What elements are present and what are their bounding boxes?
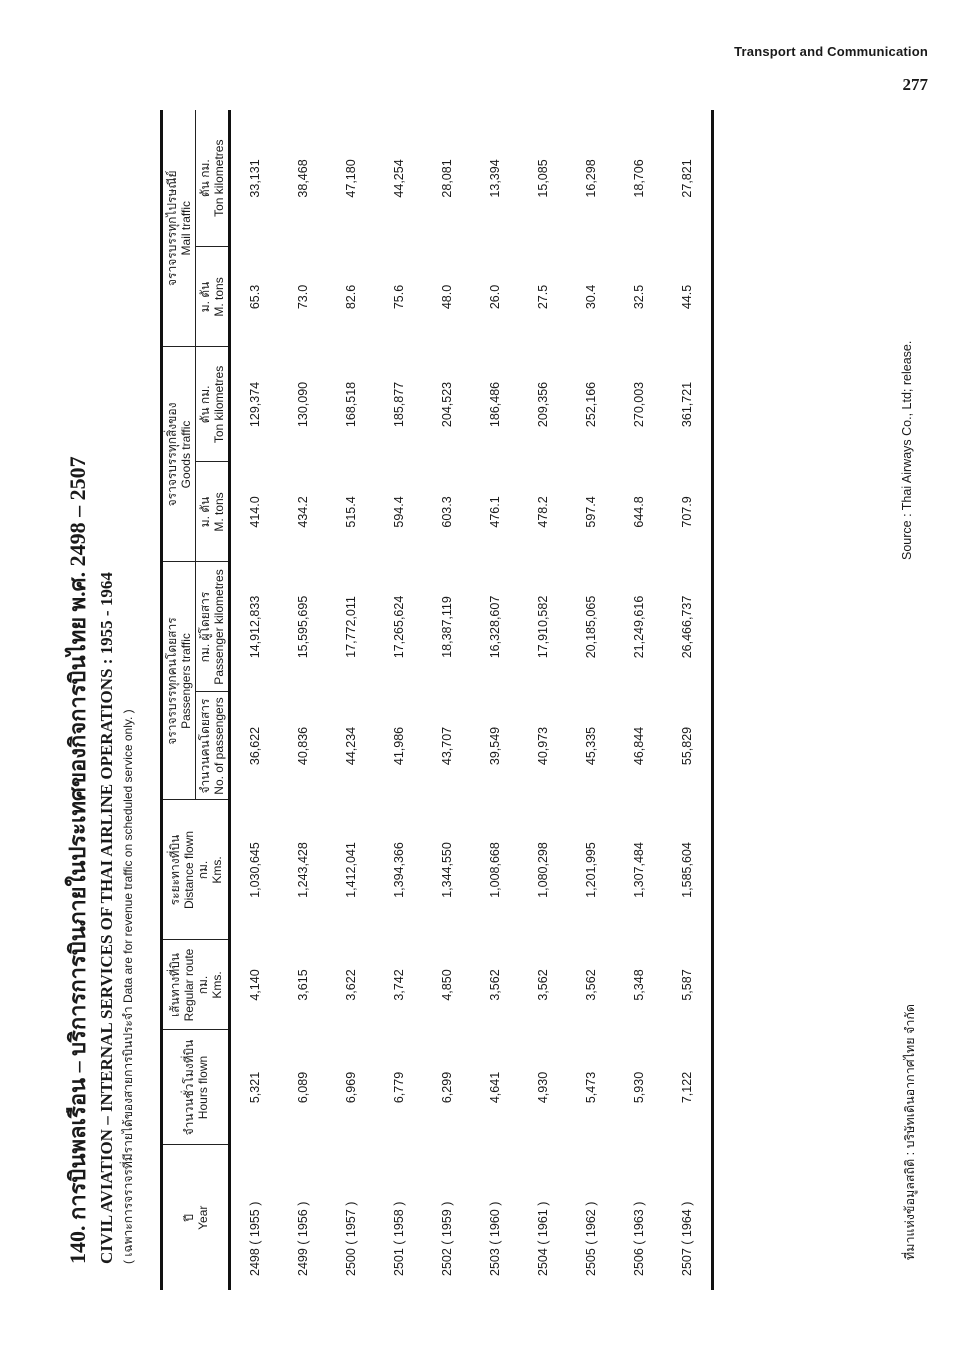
cell-goods-tons: 594.4 bbox=[392, 496, 406, 528]
cell-year: 2502 ( 1959 ) bbox=[440, 1201, 454, 1276]
cell-mail-tkm: 47,180 bbox=[344, 159, 358, 198]
table-body bbox=[230, 110, 713, 1290]
cell-mail-tons: 44.5 bbox=[663, 247, 713, 347]
cell-hours: 5,321 bbox=[248, 1071, 262, 1104]
cell-mail-tkm: 28,081 bbox=[440, 159, 454, 198]
section-title: Transport and Communication bbox=[734, 44, 928, 59]
cell-hours: 5,473 bbox=[584, 1071, 598, 1104]
col-distance-unit-thai: กม. bbox=[195, 860, 210, 880]
civil-aviation-table bbox=[160, 110, 714, 1290]
cell-route: 3,562 bbox=[584, 969, 598, 1001]
col-pax-no-thai: จำนวนคนโดยสาร bbox=[198, 698, 212, 794]
cell-year: 2506 ( 1963 ) bbox=[632, 1201, 646, 1276]
cell-pax-km: 17,265,624 bbox=[392, 595, 406, 659]
col-mail-tons-eng: M. tons bbox=[212, 277, 226, 317]
cell-mail-tons: 73.0 bbox=[296, 284, 310, 310]
cell-mail-tkm: 33,131 bbox=[248, 159, 262, 198]
col-passengers-eng: Passengers traffic bbox=[179, 633, 193, 729]
col-header-goods-tons bbox=[196, 462, 230, 562]
cell-goods-tkm: 168,518 bbox=[344, 381, 358, 428]
col-group-passengers bbox=[162, 562, 196, 800]
cell-year: 2504 ( 1961 ) bbox=[536, 1201, 550, 1276]
cell-goods-tkm: 209,356 bbox=[536, 381, 550, 428]
cell-distance: 1,243,428 bbox=[296, 842, 310, 898]
cell-pax-km: 16,328,607 bbox=[488, 595, 502, 659]
col-goods-tons-eng: M. tons bbox=[212, 492, 226, 532]
cell-mail-tkm: 27,821 bbox=[663, 110, 713, 247]
cell-mail-tons: 30.4 bbox=[584, 284, 598, 310]
col-pax-km-eng: Passenger kilometres bbox=[212, 569, 226, 685]
cell-hours: 6,779 bbox=[392, 1071, 406, 1104]
col-hours-eng: Hours flown bbox=[195, 1055, 210, 1120]
cell-mail-tkm: 38,468 bbox=[296, 159, 310, 198]
cell-hours: 4,930 bbox=[536, 1071, 550, 1104]
cell-mail-tkm: 16,298 bbox=[584, 159, 598, 198]
cell-pax-no: 39,549 bbox=[488, 726, 502, 766]
cell-distance: 1,030,645 bbox=[248, 842, 262, 898]
table-row bbox=[423, 110, 471, 1290]
cell-hours: 6,969 bbox=[344, 1071, 358, 1104]
cell-goods-tons: 434.2 bbox=[296, 496, 310, 528]
col-header-pax-no bbox=[196, 692, 230, 800]
col-header-year bbox=[162, 1145, 230, 1290]
cell-year: 2499 ( 1956 ) bbox=[296, 1201, 310, 1276]
cell-goods-tons: 478.2 bbox=[536, 496, 550, 528]
cell-pax-no: 46,844 bbox=[632, 726, 646, 766]
cell-route: 5,348 bbox=[632, 969, 646, 1001]
cell-mail-tons: 48.0 bbox=[440, 284, 454, 310]
cell-goods-tons: 707.9 bbox=[663, 462, 713, 562]
col-route-eng: Regular route bbox=[181, 948, 196, 1022]
table-title-english: CIVIL AVIATION – INTERNAL SERVICES OF THAI AIRLINE OPERATIONS : 1955 - 1964 bbox=[97, 572, 116, 1264]
cell-hours: 4,641 bbox=[488, 1071, 502, 1104]
col-header-hours bbox=[162, 1030, 230, 1145]
col-goods-tkm-eng: Ton kilometres bbox=[212, 365, 226, 444]
cell-goods-tkm: 129,374 bbox=[248, 381, 262, 428]
col-group-goods bbox=[162, 347, 196, 562]
cell-mail-tkm: 13,394 bbox=[488, 159, 502, 198]
cell-year: 2507 ( 1964 ) bbox=[663, 1145, 713, 1290]
col-mail-tons-thai: ม. ตัน bbox=[198, 281, 212, 313]
cell-hours: 6,299 bbox=[440, 1071, 454, 1104]
col-group-mail bbox=[162, 110, 196, 347]
cell-distance: 1,412,041 bbox=[344, 842, 358, 898]
cell-hours: 6,089 bbox=[296, 1071, 310, 1104]
cell-year: 2505 ( 1962 ) bbox=[584, 1201, 598, 1276]
table-row bbox=[567, 110, 615, 1290]
col-header-pax-km bbox=[196, 562, 230, 692]
col-passengers-thai: จราจรบรรทุกคนโดยสาร bbox=[165, 617, 179, 745]
table-row bbox=[279, 110, 327, 1290]
cell-pax-no: 55,829 bbox=[663, 692, 713, 800]
cell-pax-km: 26,466,737 bbox=[663, 562, 713, 692]
cell-year: 2503 ( 1960 ) bbox=[488, 1201, 502, 1276]
cell-pax-no: 43,707 bbox=[440, 726, 454, 766]
table-title-block bbox=[60, 134, 138, 1264]
table-row bbox=[615, 110, 663, 1290]
col-goods-tons-thai: ม. ตัน bbox=[198, 496, 212, 528]
col-header-mail-tkm bbox=[196, 110, 230, 247]
col-goods-eng: Goods traffic bbox=[179, 420, 193, 489]
col-mail-thai: จราจรบรรทุกไปรษณีย์ bbox=[165, 170, 179, 286]
page-header bbox=[734, 44, 928, 95]
cell-distance: 1,201,995 bbox=[584, 842, 598, 898]
col-goods-thai: จราจรบรรทุกสิ่งของ bbox=[165, 402, 179, 507]
cell-pax-km: 17,910,582 bbox=[536, 595, 550, 659]
cell-route: 3,622 bbox=[344, 969, 358, 1001]
cell-goods-tkm: 270,003 bbox=[632, 381, 646, 428]
cell-mail-tons: 32.5 bbox=[632, 284, 646, 310]
cell-distance: 1,344,550 bbox=[440, 842, 454, 898]
source-thai: ที่มาแห่งข้อมูลสถิติ : บริษัทเดินอากาศไทย จำกัด bbox=[903, 1003, 917, 1260]
col-year-eng: Year bbox=[195, 1205, 210, 1230]
table-row bbox=[327, 110, 375, 1290]
cell-route: 3,562 bbox=[488, 969, 502, 1001]
col-goods-tkm-thai: ตัน กม. bbox=[198, 385, 212, 424]
cell-goods-tkm: 361,721 bbox=[663, 347, 713, 462]
col-header-mail-tons bbox=[196, 247, 230, 347]
col-pax-km-thai: กม. ผู้โดยสาร bbox=[198, 591, 212, 663]
cell-mail-tkm: 15,085 bbox=[536, 159, 550, 198]
cell-year: 2501 ( 1958 ) bbox=[392, 1201, 406, 1276]
col-pax-no-eng: No. of passengers bbox=[212, 697, 226, 795]
cell-goods-tkm: 185,877 bbox=[392, 381, 406, 428]
table-row bbox=[663, 110, 713, 1290]
table-note: ( เฉพาะการจราจรที่มีรายได้ของสายการบินประจำ Data are for revenue traffic on scheduled service only. ) bbox=[121, 709, 135, 1264]
cell-pax-km: 17,772,011 bbox=[344, 596, 358, 658]
cell-goods-tkm: 204,523 bbox=[440, 381, 454, 428]
col-route-thai: เส้นทางที่บิน bbox=[167, 953, 182, 1017]
cell-goods-tkm: 252,166 bbox=[584, 381, 598, 428]
cell-pax-km: 15,595,695 bbox=[296, 595, 310, 659]
col-mail-tkm-eng: Ton kilometres bbox=[212, 139, 226, 217]
table-row bbox=[375, 110, 423, 1290]
cell-pax-km: 21,249,616 bbox=[632, 595, 646, 659]
cell-goods-tons: 644.8 bbox=[632, 496, 646, 528]
cell-distance: 1,008,668 bbox=[488, 842, 502, 898]
table-row bbox=[519, 110, 567, 1290]
cell-distance: 1,585,604 bbox=[663, 800, 713, 940]
col-header-route bbox=[162, 940, 230, 1030]
col-distance-thai: ระยะทางที่บิน bbox=[167, 834, 182, 906]
col-header-distance bbox=[162, 800, 230, 940]
cell-goods-tons: 597.4 bbox=[584, 496, 598, 528]
cell-year: 2498 ( 1955 ) bbox=[248, 1201, 262, 1276]
cell-pax-km: 20,185,065 bbox=[584, 595, 598, 659]
cell-mail-tons: 82.6 bbox=[344, 284, 358, 310]
cell-goods-tkm: 186,486 bbox=[488, 381, 502, 428]
table-title-thai: 140. การบินพลเรือน – บริการการบินภายในประเทศของกิจการบินไทย พ.ศ. 2498 – 2507 bbox=[65, 456, 90, 1264]
cell-hours: 5,930 bbox=[632, 1071, 646, 1104]
cell-mail-tkm: 18,706 bbox=[632, 159, 646, 198]
cell-pax-no: 45,335 bbox=[584, 726, 598, 766]
table-row bbox=[230, 110, 280, 1290]
cell-route: 3,562 bbox=[536, 969, 550, 1001]
col-route-unit-eng: Kms. bbox=[209, 971, 224, 999]
cell-pax-no: 40,973 bbox=[536, 726, 550, 766]
cell-route: 4,850 bbox=[440, 969, 454, 1001]
col-mail-tkm-thai: ตัน กม. bbox=[198, 159, 212, 198]
cell-route: 5,587 bbox=[663, 940, 713, 1030]
cell-hours: 7,122 bbox=[663, 1030, 713, 1145]
col-header-goods-tkm bbox=[196, 347, 230, 462]
cell-pax-no: 36,622 bbox=[248, 726, 262, 766]
cell-route: 4,140 bbox=[248, 969, 262, 1001]
cell-route: 3,742 bbox=[392, 969, 406, 1001]
table-row bbox=[471, 110, 519, 1290]
col-distance-eng: Distance flown bbox=[181, 830, 196, 910]
cell-pax-km: 14,912,833 bbox=[248, 595, 262, 659]
col-year-thai: ปี bbox=[181, 1213, 196, 1222]
cell-distance: 1,394,366 bbox=[392, 842, 406, 898]
cell-goods-tons: 414.0 bbox=[248, 496, 262, 528]
cell-year: 2500 ( 1957 ) bbox=[344, 1201, 358, 1276]
col-distance-unit-eng: Kms. bbox=[209, 856, 224, 884]
cell-mail-tons: 26.0 bbox=[488, 284, 502, 310]
cell-pax-no: 41,986 bbox=[392, 726, 406, 766]
cell-pax-no: 40,836 bbox=[296, 726, 310, 766]
col-mail-eng: Mail traffic bbox=[179, 200, 193, 256]
col-route-unit-thai: กม. bbox=[195, 975, 210, 995]
cell-goods-tons: 515.4 bbox=[344, 496, 358, 528]
source-english: Source : Thai Airways Co., Ltd; release. bbox=[900, 340, 914, 560]
cell-mail-tons: 65.3 bbox=[248, 284, 262, 310]
cell-pax-no: 44,234 bbox=[344, 726, 358, 766]
cell-distance: 1,307,484 bbox=[632, 842, 646, 898]
cell-goods-tons: 476.1 bbox=[488, 496, 502, 528]
cell-mail-tons: 27.5 bbox=[536, 284, 550, 310]
cell-distance: 1,080,298 bbox=[536, 842, 550, 898]
cell-mail-tkm: 44,254 bbox=[392, 159, 406, 198]
page-number: 277 bbox=[902, 75, 928, 94]
cell-goods-tkm: 130,090 bbox=[296, 381, 310, 428]
cell-route: 3,615 bbox=[296, 969, 310, 1001]
col-hours-thai: จำนวนชั่วโมงที่บิน bbox=[181, 1039, 196, 1136]
rotated-table-region bbox=[60, 110, 945, 1290]
cell-pax-km: 18,387,119 bbox=[440, 596, 454, 658]
cell-mail-tons: 75.6 bbox=[392, 284, 406, 310]
cell-goods-tons: 603.3 bbox=[440, 496, 454, 528]
